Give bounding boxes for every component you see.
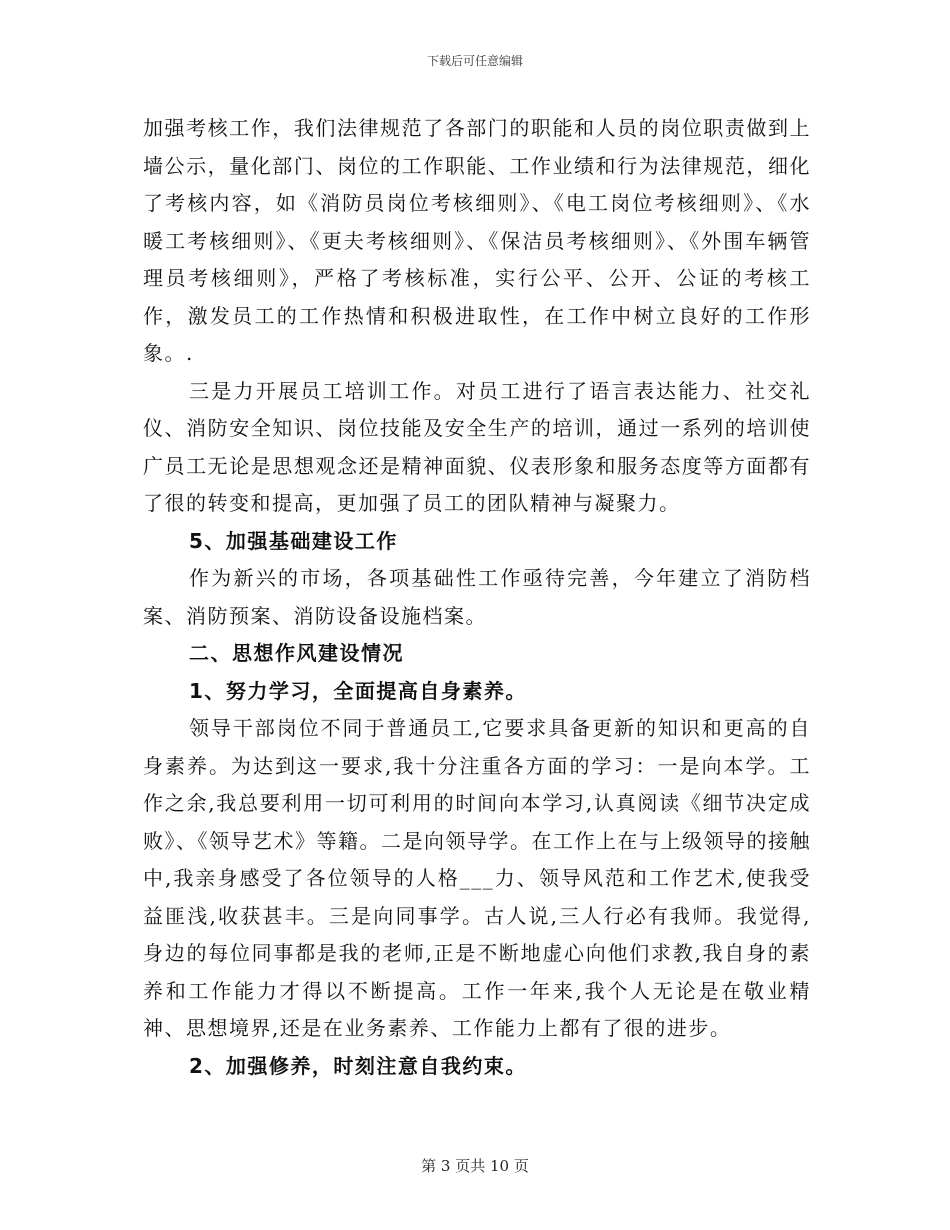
paragraph-training: 三是力开展员工培训工作。对员工进行了语言表达能力、社交礼仪、消防安全知识、岗位技能及安全生产的培训，通过一系列的培训使广员工无论是思想观念还是精神面貌、仪表形象和服务态度等方面都有了很的转变和提高，更加强了员工的团队精神与凝聚力。 (143, 378, 811, 515)
document-body (143, 110, 811, 1085)
heading-study: 1、努力学习，全面提高自身素养。 (189, 678, 527, 703)
paragraph-study: 领导干部岗位不同于普通员工,它要求具备更新的知识和更高的自身素养。为达到这一要求,我十分注重各方面的学习：一是向本学。工作之余,我总要利用一切可利用的时间向本学习,认真阅读《细节决定成败》、《领导艺术》等籍。二是向领导学。在工作上在与上级领导的接触中,我亲身感受了各位领导的人格___力、领导风范和工作艺术,使我受益匪浅,收获甚丰。三是向同事学。古人说,三人行必有我师。我觉得,身边的每位同事都是我的老师,正是不断地虚心向他们求教,我自身的素养和工作能力才得以不断提高。工作一年来,我个人无论是在敬业精神、思想境界,还是在业务素养、工作能力上都有了很的进步。 (143, 716, 811, 1040)
heading-ideology: 二、思想作风建设情况 (189, 641, 404, 665)
heading-infrastructure: 5、加强基础建设工作 (189, 528, 398, 553)
page-header: 下载后可任意编辑 (426, 54, 523, 68)
paragraph-assessment: 加强考核工作，我们法律规范了各部门的职能和人员的岗位职责做到上墙公示，量化部门、岗位的工作职能、工作业绩和行为法律规范，细化了考核内容，如《消防员岗位考核细则》、《电工岗位考核细则》、《水暖工考核细则》、《更夫考核细则》、《保洁员考核细则》、《外围车辆管理员考核细则》，严格了考核标准，实行公平、公开、公证的考核工作，激发员工的工作热情和积极进取性，在工作中树立良好的工作形象。. (143, 116, 811, 365)
heading-self-discipline: 2、加强修养，时刻注意自我约束。 (189, 1053, 527, 1078)
page-footer: 第 3 页共 10 页 (421, 1157, 529, 1175)
paragraph-infrastructure: 作为新兴的市场，各项基础性工作亟待完善，今年建立了消防档案、消防预案、消防设备设施档案。 (143, 566, 811, 628)
